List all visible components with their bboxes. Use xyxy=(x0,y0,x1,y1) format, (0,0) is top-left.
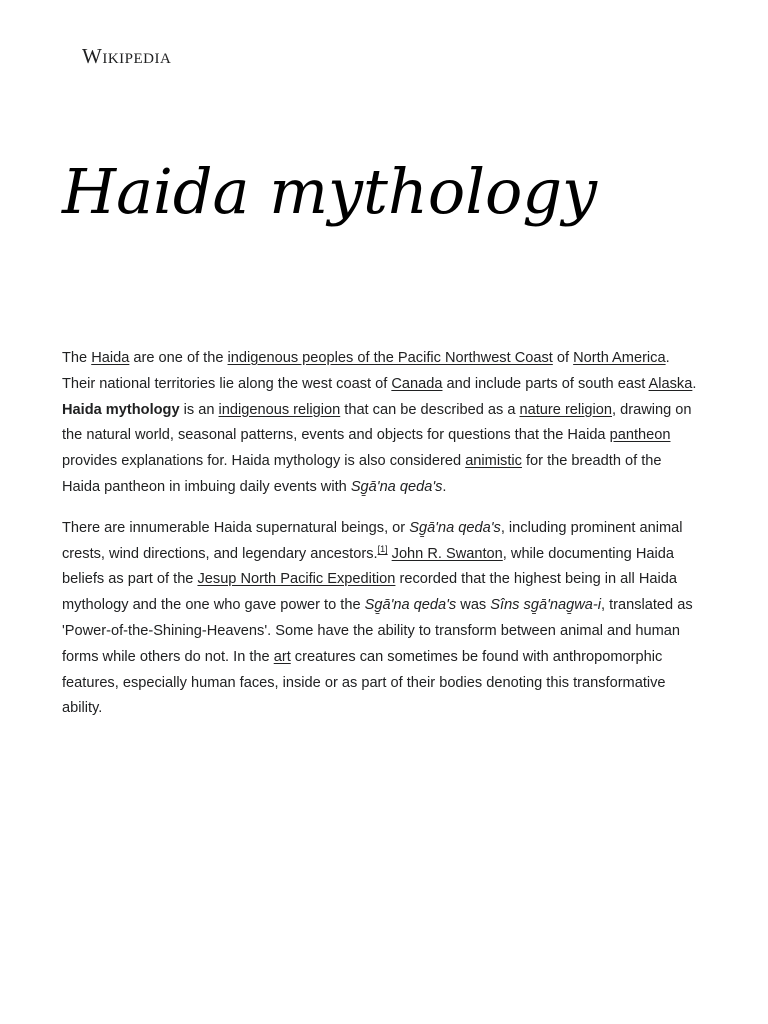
text: provides explanations for. Haida mythology is also considered xyxy=(62,453,466,470)
text: The xyxy=(62,350,92,366)
text: . xyxy=(692,375,697,392)
paragraph-intro xyxy=(62,346,702,501)
link-art[interactable]: art xyxy=(273,648,291,665)
text: , including prominent animal crests, wind directions, and legendary ancestors. xyxy=(62,519,683,562)
link-north-america[interactable]: North America xyxy=(573,350,666,366)
text: and include parts of south east xyxy=(442,375,649,392)
article-body xyxy=(62,346,702,737)
link-indigenous-religion[interactable]: indigenous religion xyxy=(218,401,341,418)
text: , drawing on the natural world, seasonal patterns, events and objects for questions that the Haida xyxy=(62,401,692,444)
text: There are innumerable Haida supernatural beings, or xyxy=(62,519,410,536)
link-pantheon[interactable]: pantheon xyxy=(609,427,671,444)
text: that can be described as a xyxy=(340,401,520,418)
link-canada[interactable]: Canada xyxy=(391,375,443,392)
link-alaska[interactable]: Alaska xyxy=(648,375,693,392)
paragraph-beings xyxy=(62,516,702,722)
link-jesup-expedition[interactable]: Jesup North Pacific Expedition xyxy=(197,571,396,588)
text: are one of the xyxy=(129,350,228,366)
text: creatures can sometimes be found with anthropomorphic features, especially human faces, inside or as part of their bodies denoting this transformative ability. xyxy=(62,648,666,717)
italic-term: Sg̱ā'na qeda's xyxy=(350,478,443,495)
text: recorded that the highest being in all Haida mythology and the one who gave power to the xyxy=(62,571,677,614)
italic-term: Sg̱ā'na qeda's xyxy=(364,597,457,614)
reference-link-1[interactable]: [1] xyxy=(377,543,388,554)
link-indigenous-peoples[interactable]: indigenous peoples of the Pacific Northwest Coast xyxy=(227,350,553,366)
wikipedia-logo[interactable]: Wikipedia xyxy=(82,44,172,68)
text: was xyxy=(456,597,491,614)
link-animistic[interactable]: animistic xyxy=(465,453,522,470)
link-nature-religion[interactable]: nature religion xyxy=(519,401,613,418)
text: . xyxy=(442,478,447,495)
link-haida[interactable]: Haida xyxy=(91,350,130,366)
text: is an xyxy=(179,401,219,418)
page-title: Haida mythology xyxy=(62,155,598,228)
bold-term: Haida mythology xyxy=(62,401,180,418)
text: . Their national territories lie along the west coast of xyxy=(62,350,670,392)
text: for the breadth of the Haida pantheon in imbuing daily events with xyxy=(62,453,662,495)
link-john-swanton[interactable]: John R. Swanton xyxy=(391,545,503,562)
italic-term: Sg̱ā'na qeda's xyxy=(409,519,501,536)
text: , while documenting Haida beliefs as part of the xyxy=(62,545,674,588)
text: of xyxy=(552,350,574,366)
italic-term: Sîns sg̱ā'nag̱wa-i xyxy=(490,597,601,614)
text: , translated as 'Power-of-the-Shining-Heavens'. Some have the ability to transform between animal and human forms while others do not. In the xyxy=(62,597,693,665)
